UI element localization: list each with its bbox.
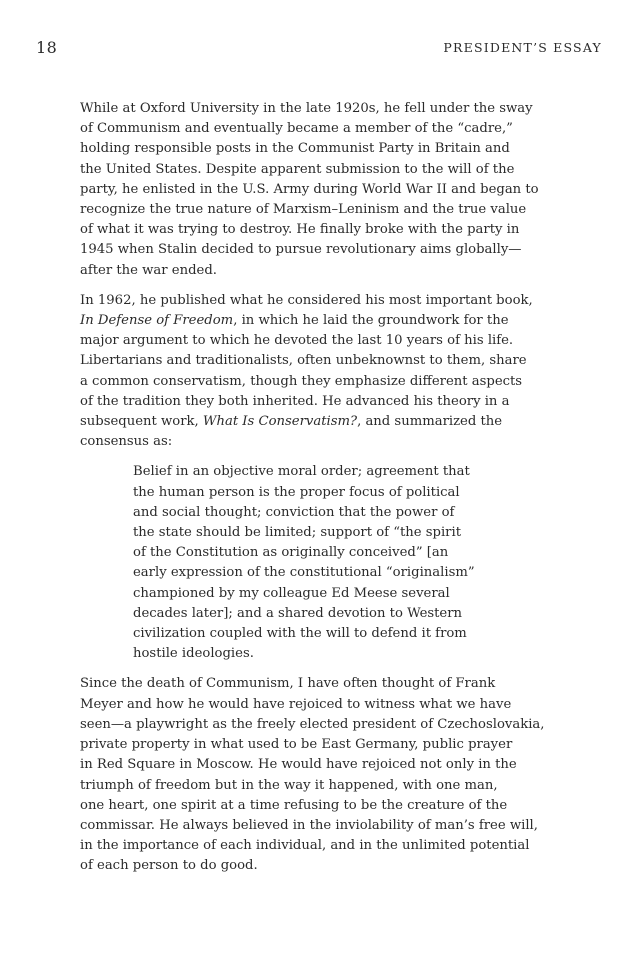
text-line: party, he enlisted in the U.S. Army during World War II and began to	[80, 181, 539, 197]
text-line: holding responsible posts in the Communist Party in Britain and	[80, 141, 510, 157]
paragraph-2	[80, 291, 540, 453]
text-fragment: , in which he laid the groundwork for the	[233, 313, 509, 329]
paragraph-3	[80, 674, 545, 876]
text-line: the United States. Despite apparent submission to the will of the	[80, 161, 515, 177]
page-number: 18	[36, 38, 58, 57]
text-fragment: subsequent work,	[80, 414, 203, 430]
text-line: recognize the true nature of Marxism–Leninism and the true value	[80, 202, 527, 218]
text-line: of what it was trying to destroy. He finally broke with the party in	[80, 222, 520, 238]
quote-line: the human person is the proper focus of political	[133, 484, 460, 500]
running-head: PRESIDENT’S ESSAY	[443, 40, 602, 55]
text-line: consensus as:	[80, 434, 173, 450]
text-line: in the importance of each individual, and in the unlimited potential	[80, 838, 530, 854]
quote-line: and social thought; conviction that the power of	[133, 504, 455, 520]
quote-line: early expression of the constitutional “originalism”	[133, 565, 475, 581]
text-line: major argument to which he devoted the last 10 years of his life.	[80, 333, 514, 349]
quote-line: of the Constitution as originally conceived” [an	[133, 545, 449, 561]
text-line: Meyer and how he would have rejoiced to witness what we have	[80, 696, 512, 712]
book-title-in-defense-of-freedom: In Defense of Freedom	[80, 313, 234, 329]
text-line: one heart, one spirit at a time refusing to be the creature of the	[80, 797, 508, 813]
text-line: of the tradition they both inherited. He advanced his theory in a	[80, 393, 510, 409]
text-line: While at Oxford University in the late 1920s, he fell under the sway	[80, 101, 533, 116]
text-line: commissar. He always believed in the inviolability of man’s free will,	[80, 817, 538, 833]
quote-line: championed by my colleague Ed Meese several	[133, 585, 450, 601]
text-line: Since the death of Communism, I have often thought of Frank	[80, 676, 496, 692]
quote-line: civilization coupled with the will to defend it from	[133, 626, 467, 642]
text-line: after the war ended.	[80, 262, 217, 278]
text-fragment: , and summarized the	[357, 414, 503, 430]
quote-line: the state should be limited; support of “the spirit	[133, 525, 462, 541]
quote-line: decades later]; and a shared devotion to Western	[133, 605, 463, 621]
text-line	[80, 311, 540, 331]
text-line: of each person to do good.	[80, 858, 258, 874]
quote-line: hostile ideologies.	[133, 646, 254, 662]
text-line	[80, 412, 540, 432]
text-line: Libertarians and traditionalists, often unbeknownst to them, share	[80, 353, 527, 369]
text-line: private property in what used to be East Germany, public prayer	[80, 737, 513, 753]
text-line: triumph of freedom but in the way it happened, with one man,	[80, 777, 498, 793]
quote-line: Belief in an objective moral order; agreement that	[133, 464, 470, 480]
text-line: in Red Square in Moscow. He would have rejoiced not only in the	[80, 757, 517, 773]
book-title-what-is-conservatism: What Is Conservatism?	[202, 414, 358, 430]
text-line: In 1962, he published what he considered his most important book,	[80, 292, 533, 308]
text-line: a common conservatism, though they emphasize different aspects	[80, 373, 523, 389]
text-line: of Communism and eventually became a member of the “cadre,”	[80, 121, 513, 137]
text-line: 1945 when Stalin decided to pursue revolutionary aims globally—	[80, 242, 522, 258]
essay-body	[80, 99, 545, 887]
block-quote	[133, 462, 540, 664]
paragraph-1	[80, 99, 540, 281]
text-line: seen—a playwright as the freely elected president of Czechoslovakia,	[80, 716, 545, 732]
